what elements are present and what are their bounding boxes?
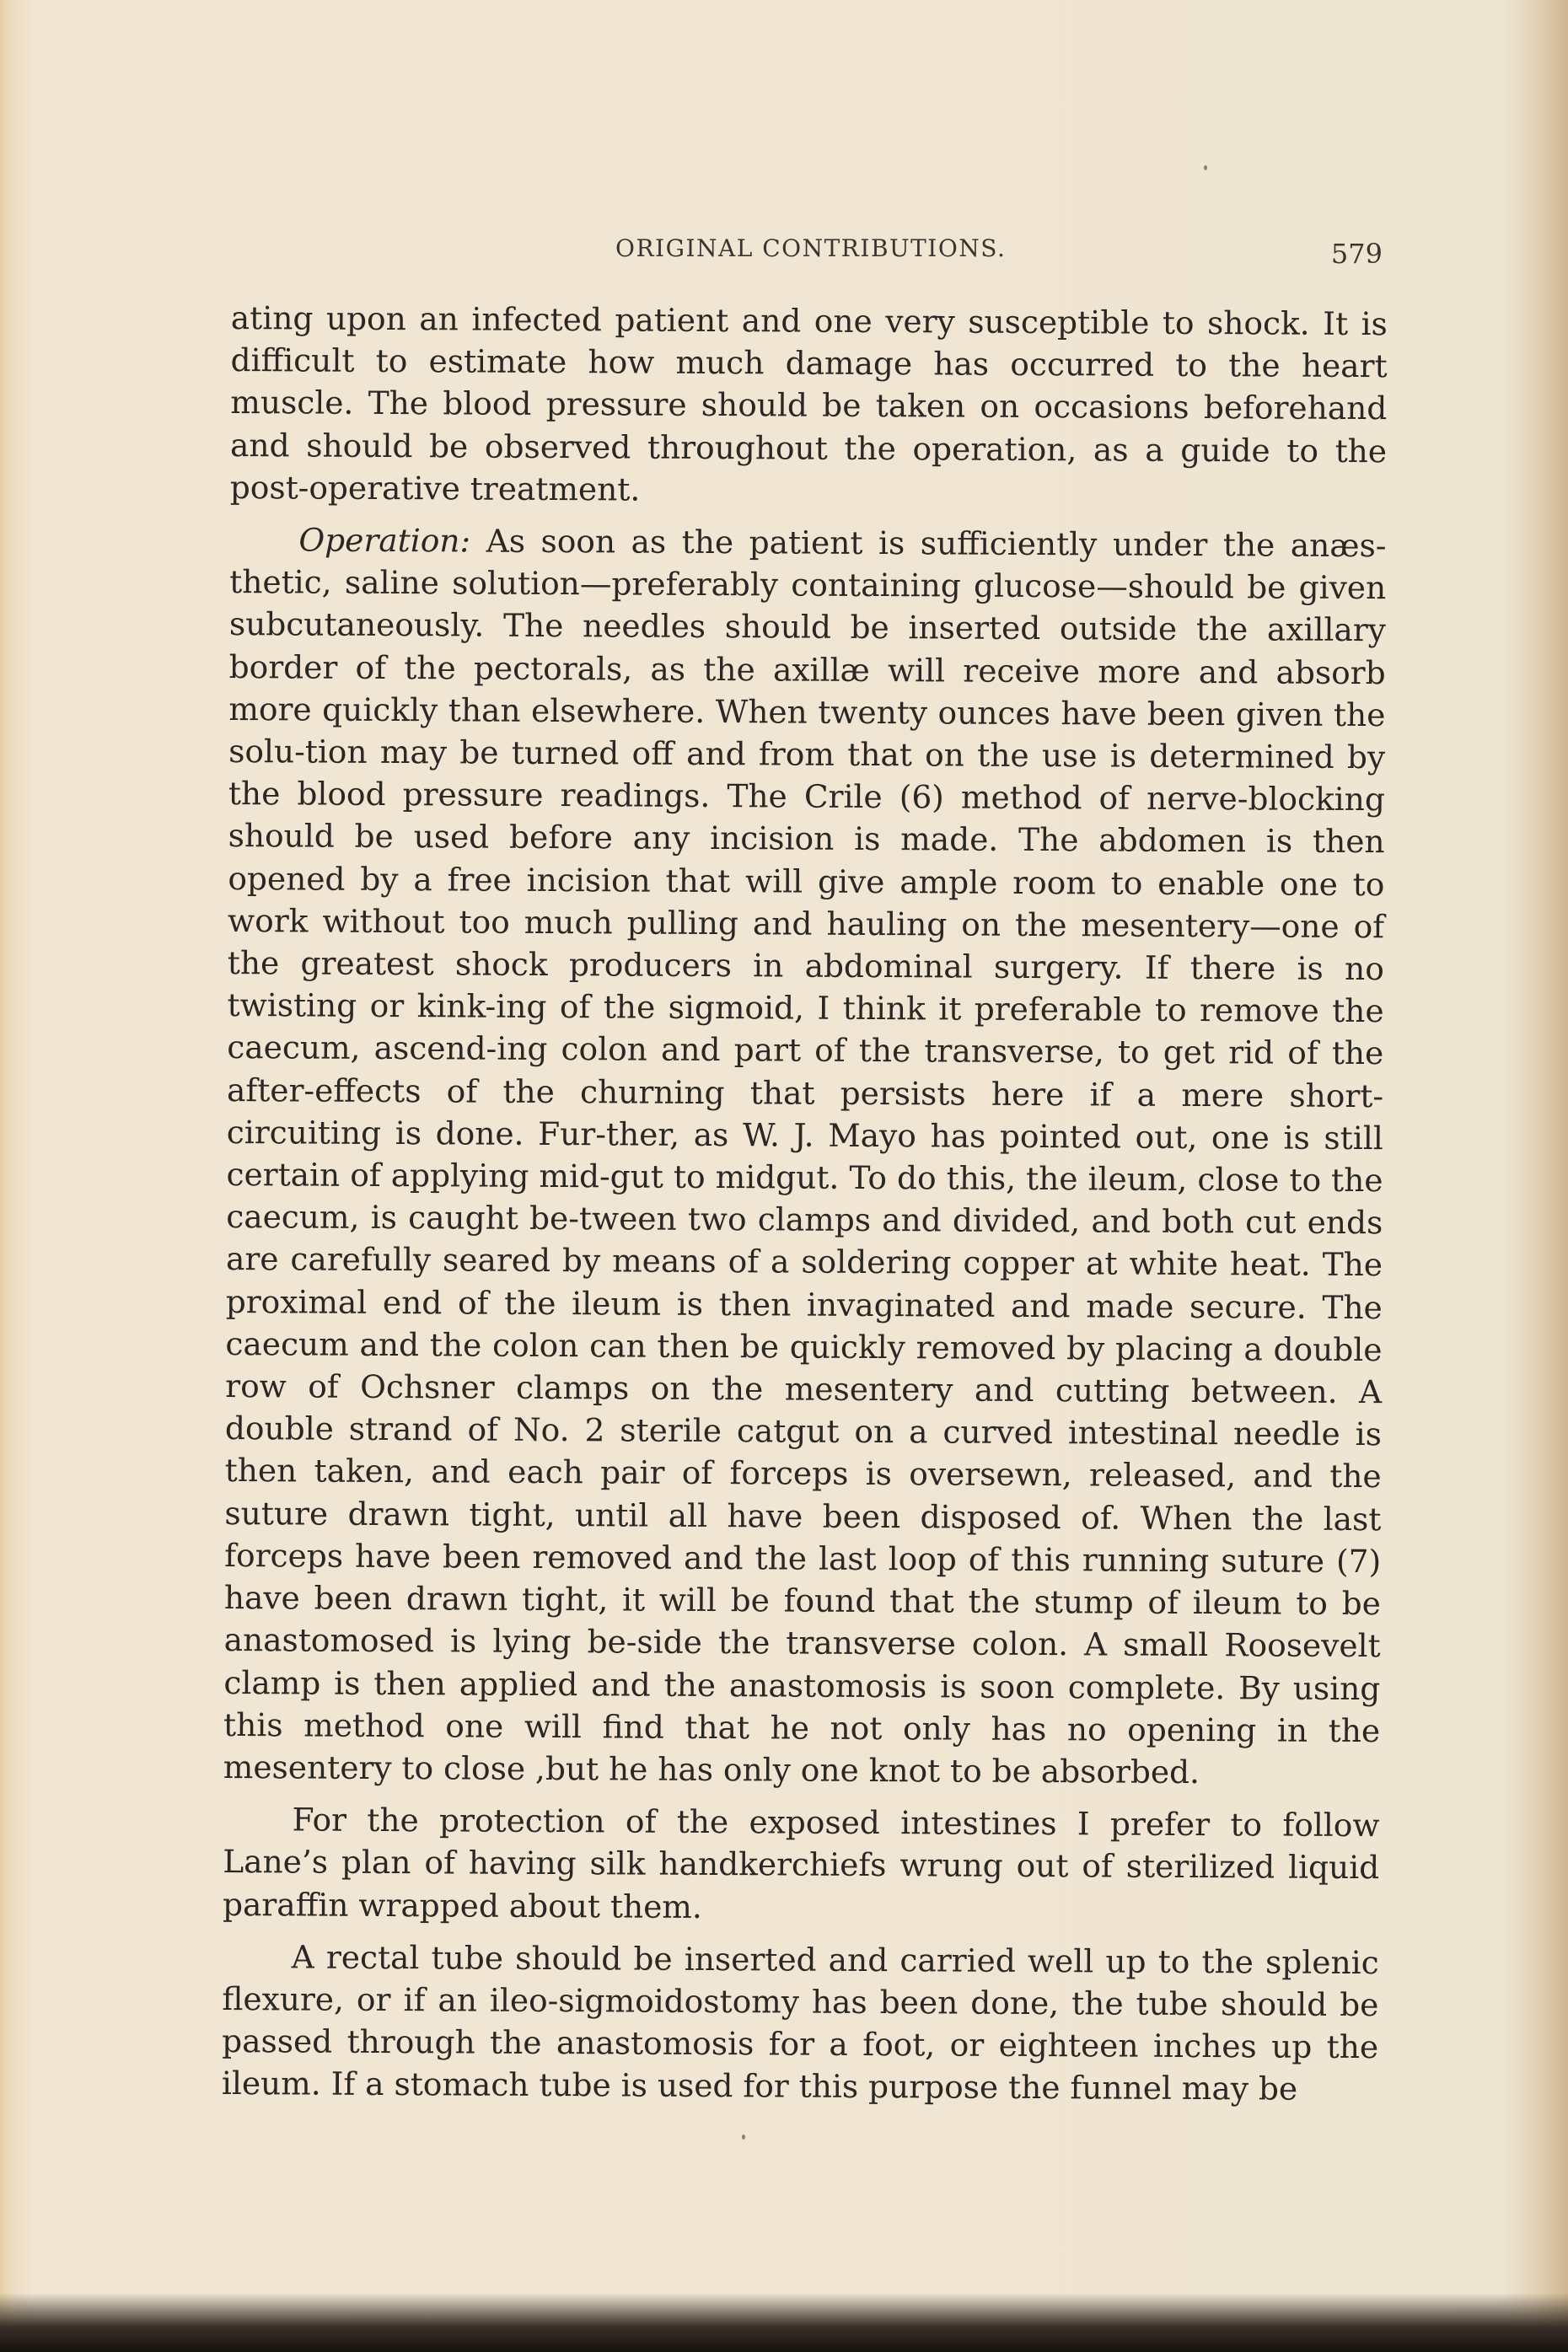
operation-heading: Operation: (298, 521, 471, 560)
paper-fleck (742, 2135, 745, 2140)
running-head (236, 234, 1383, 277)
running-head-title: ORIGINAL CONTRIBUTIONS. (615, 234, 1007, 262)
paragraph-operation (223, 518, 1387, 1794)
paper-fleck (1204, 165, 1207, 170)
page-bottom-shadow (0, 2293, 1568, 2352)
operation-text: As soon as the patient is sufficiently under the anæs-thetic, saline solution—preferably containing glucose—should be given subcutaneously. The needles should be inserted outside the axillary border of the pectorals, as the axillæ will receive more and absorb more quickly than elsewhere. When twenty ounces have been given the solu-tion may be turned off and from that on the use is determined by the blood pressure readings. The Crile (6) method of nerve-blocking should be used before any incision is made. The abdomen is then opened by a free incision that will give ample room to enable one to work without too much pulling and hauling on the mesentery—one of the greatest shock producers in abdominal surgery. If there is no twisting or kink-ing of the sigmoid, I think it preferable to remove the caecum, ascend-ing colon and part of the transverse, to get rid of the after-effects of the churning that persists here if a mere short-circuiting is done. Fur-ther, as W. J. Mayo has pointed out, one is still certain of applying mid-gut to midgut. To do this, the ileum, close to the caecum, is caught be-tween two clamps and divided, and both cut ends are carefully seared by means of a soldering copper at white heat. The proximal end of the ileum is then invaginated and made secure. The caecum and the colon can then be quickly removed by placing a double row of Ochsner clamps on the mesentery and cutting between. A double strand of No. 2 sterile catgut on a curved intestinal needle is then taken, and each pair of forceps is oversewn, released, and the suture drawn tight, until all have been disposed of. When the last forceps have been removed and the last loop of this running suture (7) have been drawn tight, it will be found that the stump of ileum to be anastomosed is lying be-side the transverse colon. A small Roosevelt clamp is then applied and the anastomosis is soon complete. By using this method one will find that he not only has no opening in the mesentery to close ,but he has only one knot to be absorbed. (223, 522, 1387, 1791)
paragraph-rectal-tube: A rectal tube should be inserted and carried well up to the splenic flexure, or if an ileo-sigmoidostomy has been done, the tube should be passed through the anastomosis for a foot, or eighteen inches up the ileum. If a stomach tube is used for this purpose the funnel may be (221, 1938, 1379, 2108)
paragraph-continued: ating upon an infected patient and one very susceptible to shock. It is difficult to estimate how much damage has occurred to the heart muscle. The blood pressure should be taken on occasions beforehand and should be observed throughout the operation, as a guide to the post-operative treatment. (229, 298, 1388, 508)
page-number: 579 (1330, 238, 1383, 270)
article-body (222, 297, 1388, 2111)
paragraph-protection: For the protection of the exposed intestines I prefer to follow Lane’s plan of having silk handkerchiefs wrung out of sterilized liquid paraffin wrapped about them. (222, 1801, 1380, 1925)
